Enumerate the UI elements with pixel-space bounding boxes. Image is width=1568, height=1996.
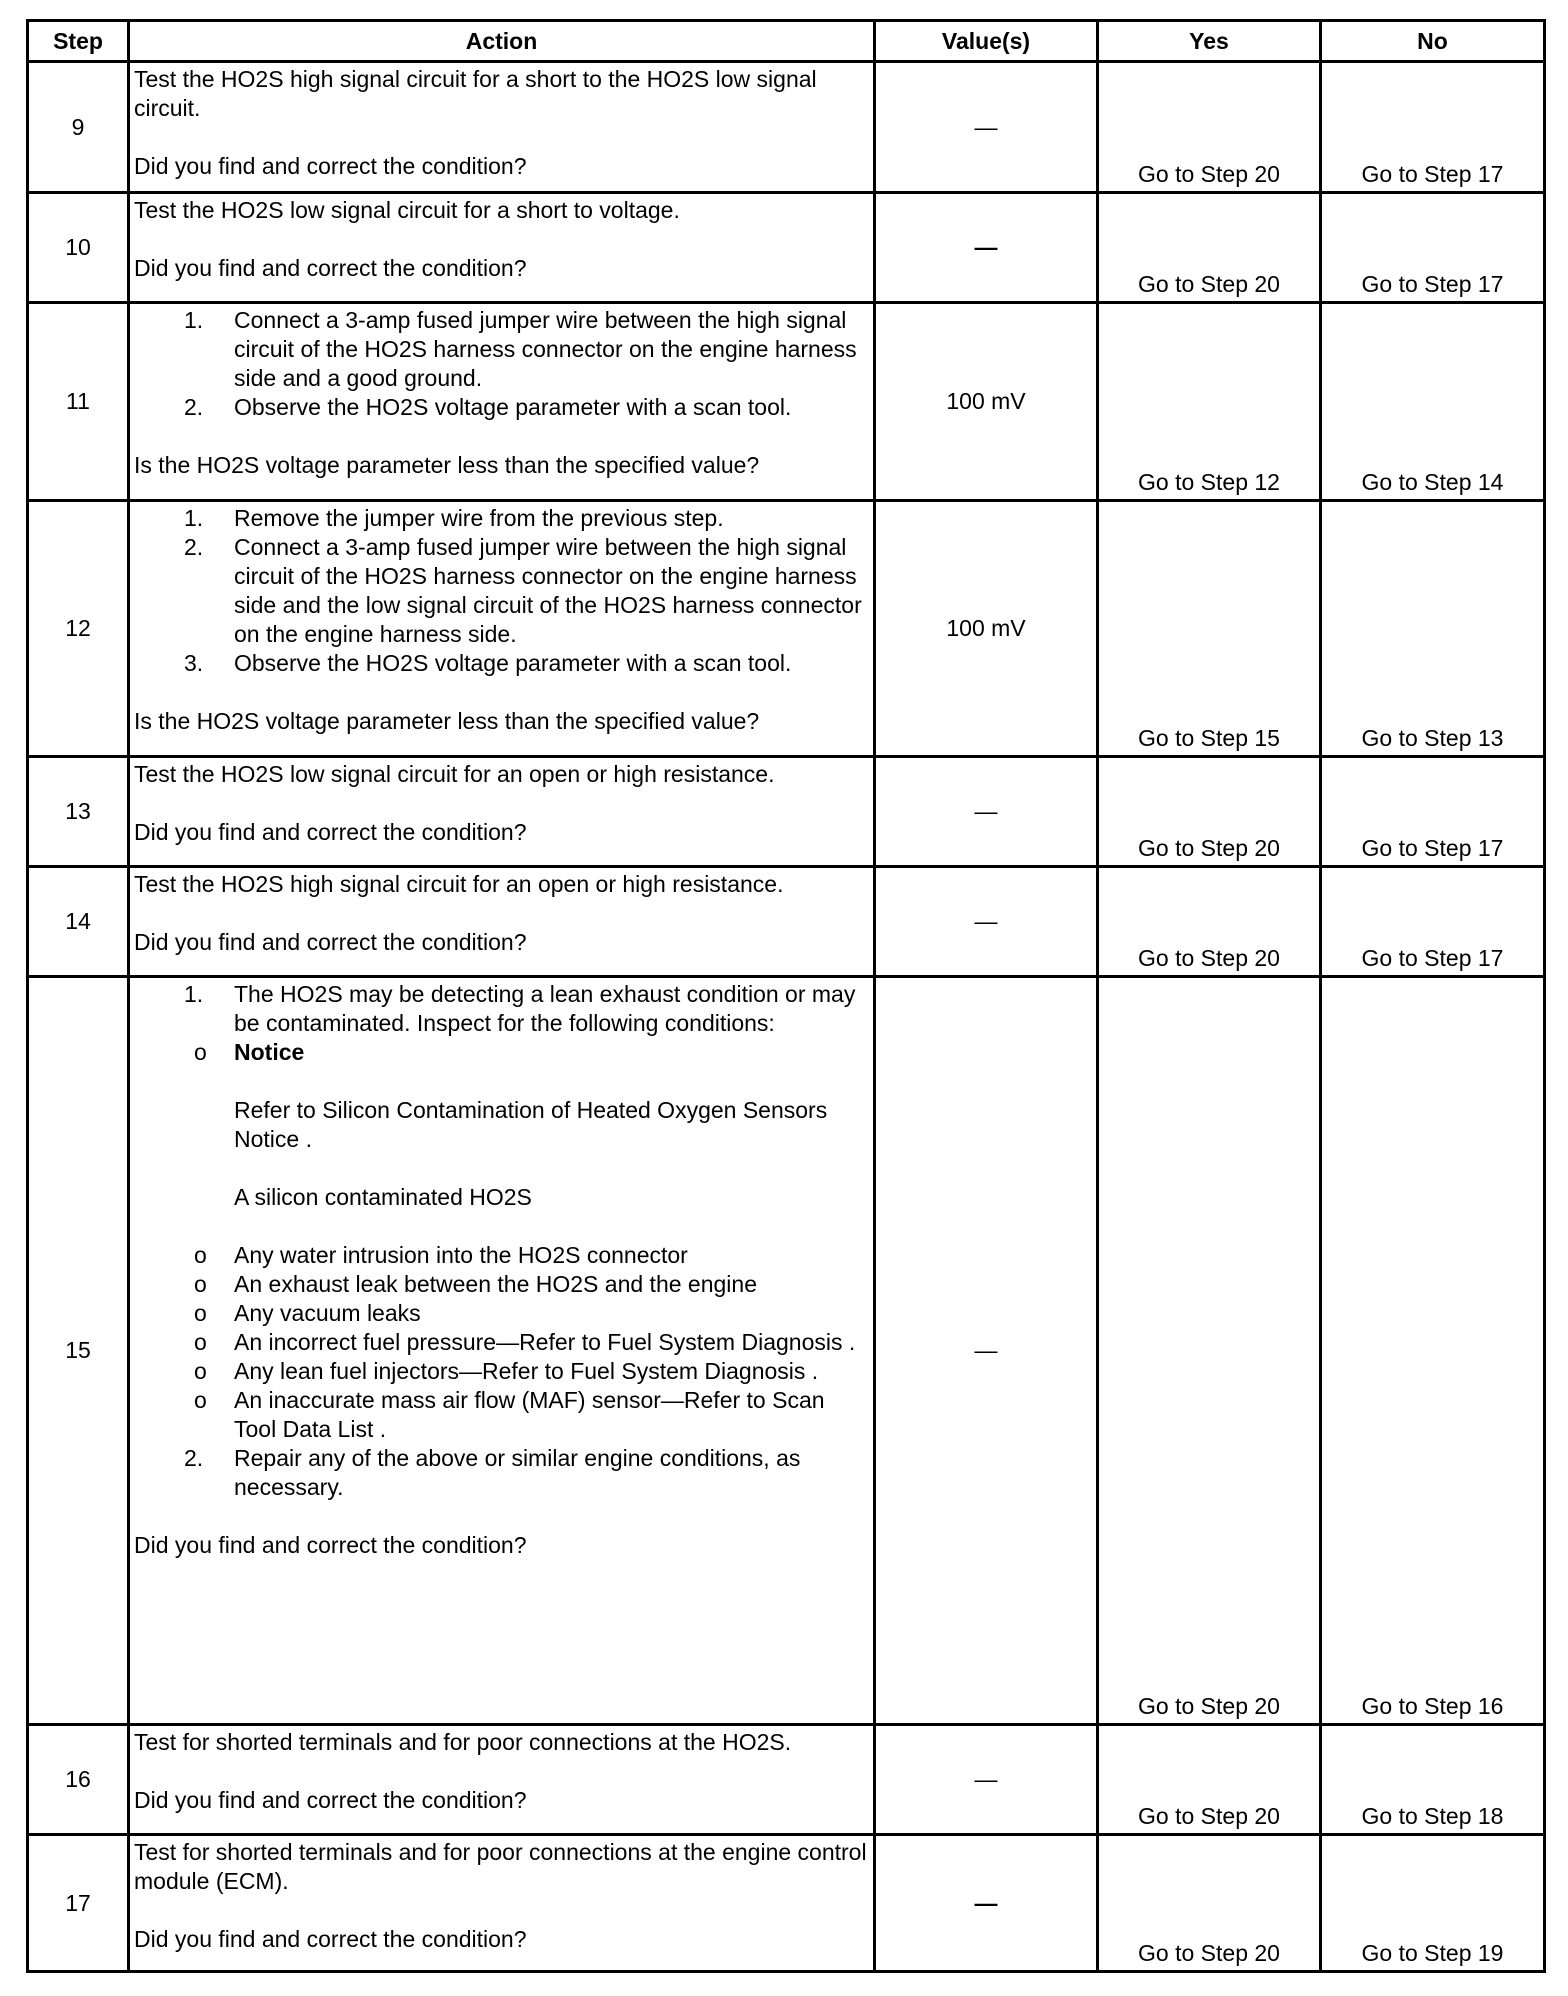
value-cell [875, 1835, 1098, 1972]
bullet-marker: o [194, 1271, 207, 1297]
list-item [134, 533, 869, 649]
list-number: 2. [184, 394, 204, 420]
condition-text: Any vacuum leaks [234, 1300, 421, 1326]
action-list [134, 980, 869, 1502]
list-item [134, 306, 869, 393]
value-cell [875, 867, 1098, 977]
step-number: 15 [28, 977, 129, 1725]
notice-item-text: A silicon contaminated HO2S [234, 1184, 532, 1210]
notice-title: Notice [234, 1039, 305, 1065]
condition-text: An incorrect fuel pressure—Refer to Fuel System Diagnosis . [234, 1329, 856, 1355]
step-number: 17 [28, 1835, 129, 1972]
table-row [28, 757, 1545, 867]
bullet-marker: o [194, 1358, 207, 1384]
no-cell: Go to Step 16 [1321, 977, 1545, 1725]
no-cell: Go to Step 14 [1321, 303, 1545, 501]
table-row [28, 977, 1545, 1725]
header-action: Action [129, 21, 875, 62]
yes-cell: Go to Step 20 [1098, 867, 1321, 977]
list-item [134, 1328, 869, 1357]
table-row [28, 1725, 1545, 1835]
no-cell: Go to Step 18 [1321, 1725, 1545, 1835]
no-cell: Go to Step 17 [1321, 193, 1545, 303]
bullet-marker: o [194, 1039, 207, 1065]
action-text: Test the HO2S high signal circuit for a short to the HO2S low signal circuit. [134, 66, 817, 121]
bullet-marker: o [194, 1300, 207, 1326]
list-item [134, 1386, 869, 1444]
value-cell [875, 757, 1098, 867]
yes-cell: Go to Step 20 [1098, 193, 1321, 303]
value-text: — [974, 1337, 998, 1363]
action-text: Test the HO2S low signal circuit for a short to voltage. [134, 197, 680, 223]
header-no: No [1321, 21, 1545, 62]
list-item [134, 1270, 869, 1299]
action-cell [129, 193, 875, 303]
list-number: 1. [184, 505, 204, 531]
step-number: 9 [28, 62, 129, 193]
notice-text: Refer to Silicon Contamination of Heated Oxygen Sensors Notice . [234, 1097, 828, 1152]
list-item [134, 393, 869, 422]
list-text: Connect a 3-amp fused jumper wire between the high signal circuit of the HO2S harness connector on the engine harness side and a good ground. [234, 307, 857, 391]
list-number: 2. [184, 534, 204, 560]
value-cell [875, 62, 1098, 193]
no-cell: Go to Step 17 [1321, 757, 1545, 867]
action-question: Did you find and correct the condition? [134, 153, 527, 179]
list-text: Connect a 3-amp fused jumper wire between the high signal circuit of the HO2S harness connector on the engine harness side and the low signal circuit of the HO2S harness connector on the engine harness side. [234, 534, 862, 647]
action-cell [129, 757, 875, 867]
no-cell: Go to Step 17 [1321, 867, 1545, 977]
list-item [134, 504, 869, 533]
no-cell: Go to Step 13 [1321, 501, 1545, 757]
list-number: 3. [184, 650, 204, 676]
value-text: — [974, 798, 998, 824]
list-item [134, 1444, 869, 1502]
action-cell [129, 1835, 875, 1972]
table-row [28, 62, 1545, 193]
yes-cell: Go to Step 20 [1098, 62, 1321, 193]
yes-cell: Go to Step 20 [1098, 1725, 1321, 1835]
action-cell [129, 977, 875, 1725]
step-number: 14 [28, 867, 129, 977]
step-number: 13 [28, 757, 129, 867]
header-yes: Yes [1098, 21, 1321, 62]
header-values: Value(s) [875, 21, 1098, 62]
yes-cell: Go to Step 12 [1098, 303, 1321, 501]
condition-text: Any lean fuel injectors—Refer to Fuel System Diagnosis . [234, 1358, 819, 1384]
list-item [134, 649, 869, 678]
action-cell [129, 867, 875, 977]
table-row [28, 867, 1545, 977]
value-text: — [974, 1766, 998, 1792]
action-question: Did you find and correct the condition? [134, 1532, 527, 1558]
table-row [28, 1835, 1545, 1972]
list-text: Observe the HO2S voltage parameter with a scan tool. [234, 394, 792, 420]
list-text: Repair any of the above or similar engine conditions, as necessary. [234, 1445, 801, 1500]
action-text: Test for shorted terminals and for poor connections at the HO2S. [134, 1729, 792, 1755]
value-cell: 100 mV [875, 303, 1098, 501]
action-list [134, 504, 869, 678]
value-text: — [974, 113, 998, 140]
value-text: — [974, 234, 998, 260]
list-item [134, 980, 869, 1444]
list-item [134, 1357, 869, 1386]
value-cell: 100 mV [875, 501, 1098, 757]
action-cell [129, 303, 875, 501]
value-text: — [974, 908, 998, 934]
yes-cell: Go to Step 15 [1098, 501, 1321, 757]
yes-cell: Go to Step 20 [1098, 1835, 1321, 1972]
list-number: 2. [184, 1445, 204, 1471]
step-number: 16 [28, 1725, 129, 1835]
action-cell [129, 501, 875, 757]
list-text: Observe the HO2S voltage parameter with a scan tool. [234, 650, 792, 676]
action-question: Did you find and correct the condition? [134, 929, 527, 955]
list-text: Remove the jumper wire from the previous step. [234, 505, 724, 531]
bullet-marker: o [194, 1329, 207, 1355]
no-cell: Go to Step 19 [1321, 1835, 1545, 1972]
action-cell [129, 62, 875, 193]
list-text: The HO2S may be detecting a lean exhaust condition or may be contaminated. Inspect for the following conditions: [234, 981, 856, 1036]
diagnostic-steps-table [26, 19, 1546, 1973]
value-cell [875, 193, 1098, 303]
list-item [134, 1241, 869, 1270]
step-number: 10 [28, 193, 129, 303]
condition-text: An inaccurate mass air flow (MAF) sensor—Refer to Scan Tool Data List . [234, 1387, 825, 1442]
yes-cell: Go to Step 20 [1098, 977, 1321, 1725]
action-cell [129, 1725, 875, 1835]
action-question: Did you find and correct the condition? [134, 255, 527, 281]
action-text: Test the HO2S high signal circuit for an open or high resistance. [134, 871, 784, 897]
action-text: Test the HO2S low signal circuit for an open or high resistance. [134, 761, 775, 787]
action-question: Did you find and correct the condition? [134, 819, 527, 845]
list-item [134, 1299, 869, 1328]
action-question: Is the HO2S voltage parameter less than the specified value? [134, 452, 760, 478]
action-question: Did you find and correct the condition? [134, 1926, 527, 1952]
table-row [28, 501, 1545, 757]
bullet-marker: o [194, 1387, 207, 1413]
list-number: 1. [184, 307, 204, 333]
action-list [134, 306, 869, 422]
header-row [28, 21, 1545, 62]
condition-text: Any water intrusion into the HO2S connector [234, 1242, 688, 1268]
step-number: 12 [28, 501, 129, 757]
action-question: Did you find and correct the condition? [134, 1787, 527, 1813]
yes-cell: Go to Step 20 [1098, 757, 1321, 867]
list-number: 1. [184, 981, 204, 1007]
action-question: Is the HO2S voltage parameter less than the specified value? [134, 708, 760, 734]
action-text: Test for shorted terminals and for poor connections at the engine control module (ECM). [134, 1839, 867, 1894]
value-text: — [974, 1889, 998, 1916]
notice-item [134, 1038, 869, 1241]
table-row [28, 303, 1545, 501]
condition-list [134, 1038, 869, 1444]
value-cell [875, 1725, 1098, 1835]
step-number: 11 [28, 303, 129, 501]
header-step: Step [28, 21, 129, 62]
no-cell: Go to Step 17 [1321, 62, 1545, 193]
condition-text: An exhaust leak between the HO2S and the engine [234, 1271, 757, 1297]
bullet-marker: o [194, 1242, 207, 1268]
value-cell [875, 977, 1098, 1725]
table-row [28, 193, 1545, 303]
